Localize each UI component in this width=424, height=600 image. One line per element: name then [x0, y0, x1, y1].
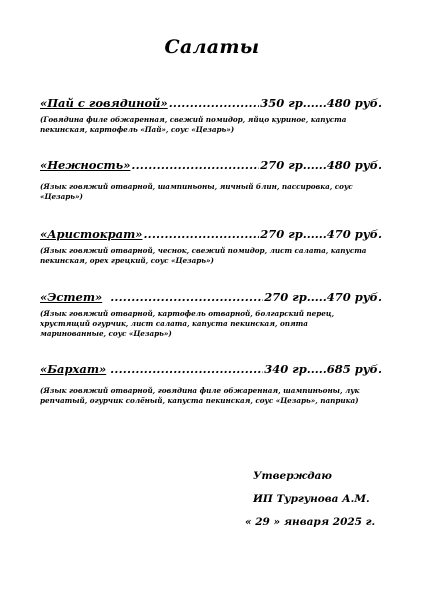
dot-leader: [143, 227, 259, 241]
menu-item-barkhat: [40, 362, 382, 406]
approval-signer: ИП Тургунова А.М.: [253, 493, 370, 505]
dot-leader: [110, 290, 263, 304]
approval-label: Утверждаю: [253, 470, 332, 482]
menu-item-estet: [40, 290, 382, 339]
menu-item-name: «Эстет»: [40, 290, 103, 304]
menu-item-description: (Говядина филе обжаренная, свежий помидор, яйцо куриное, капуста пекинская, картофель «Пай», соус «Цезарь»): [40, 115, 347, 134]
menu-item-line: [40, 362, 382, 376]
menu-item-line: [40, 290, 382, 304]
menu-item-description: (Язык говяжий отварной, говядина филе обжаренная, шампиньоны, лук репчатый, огурчик солёный, капуста пекинская, соус «Цезарь», паприка): [40, 386, 360, 405]
menu-item-aristokrat: [40, 227, 382, 266]
menu-item-price: 340 гр.....685 руб.: [264, 362, 382, 376]
menu-item-line: [40, 158, 382, 172]
dot-leader: [131, 158, 259, 172]
menu-item-price: 270 гр.....470 руб.: [264, 290, 382, 304]
menu-item-description: (Язык говяжий отварной, картофель отварной, болгарский перец, хрустящий огурчик, лист салата, капуста пекинская, опята маринованные, соус «Цезарь»): [40, 309, 335, 338]
menu-item-price: 270 гр......470 руб.: [260, 227, 382, 241]
menu-item-line: [40, 96, 382, 110]
dot-leader: [169, 96, 260, 110]
menu-item-description: (Язык говяжий отварной, шампиньоны, яичный блин, пассировка, соус «Цезарь»): [40, 182, 353, 201]
menu-item-price: 350 гр......480 руб.: [260, 96, 382, 110]
menu-item-nezhnost: [40, 158, 382, 202]
menu-item-name: «Пай с говядиной»: [40, 96, 168, 110]
menu-item-name: «Бархат»: [40, 362, 107, 376]
approval-date: « 29 » января 2025 г.: [245, 516, 376, 528]
menu-item-price: 270 гр......480 руб.: [260, 158, 382, 172]
menu-item-description: (Язык говяжий отварной, чеснок, свежий помидор, лист салата, капуста пекинская, орех грецкий, соус «Цезарь»): [40, 246, 367, 265]
menu-item-name: «Нежность»: [40, 158, 131, 172]
page-title: Салаты: [164, 36, 260, 58]
menu-item-line: [40, 227, 382, 241]
dot-leader: [110, 362, 263, 376]
menu-item-pai: [40, 96, 382, 135]
menu-item-name: «Аристократ»: [40, 227, 143, 241]
